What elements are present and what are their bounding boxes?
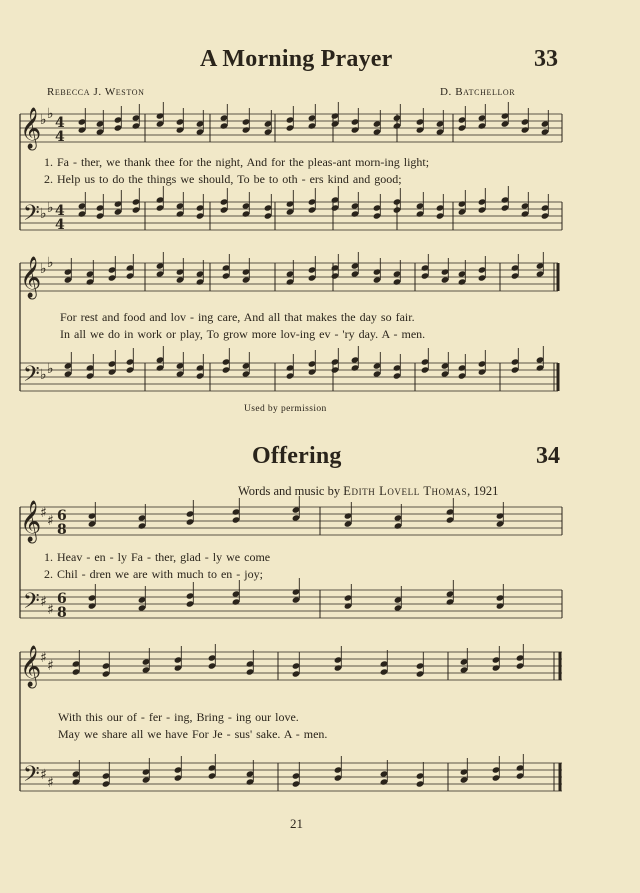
- time-signature: 8: [57, 605, 67, 621]
- time-signature: 4: [55, 203, 65, 219]
- hymn-34-verse2-line1: 2. Chil - dren we are with much to en - joy;: [44, 567, 263, 581]
- key-sharp: ♯: [40, 505, 47, 521]
- key-flat: ♭: [40, 261, 47, 277]
- hymn-33-verse1-line2: For rest and food and lov - ing care, And all that makes the day so fair.: [60, 310, 415, 324]
- key-flat: ♭: [47, 106, 54, 122]
- key-sharp: ♯: [47, 513, 54, 529]
- hymn-33-number: 33: [534, 46, 558, 72]
- hymn-33-verse2-line1: 2. Help us to do the things we should, To be to oth - ers kind and good;: [44, 172, 402, 186]
- time-signature: 8: [57, 522, 67, 538]
- hymn-34-verse1-line2: With this our of - fer - ing, Bring - ing our love.: [58, 710, 299, 724]
- time-signature: 6: [57, 591, 67, 607]
- hymn-33-verse2-line2: In all we do in work or play, To grow more lov-ing ev - 'ry day. A - men.: [60, 327, 426, 341]
- key-flat: ♭: [40, 367, 47, 383]
- bass-clef: 𝄢: [23, 762, 40, 792]
- hymn-33-title: A Morning Prayer: [200, 46, 393, 72]
- bass-clef: 𝄢: [23, 201, 40, 231]
- hymn-34-verse2-line2: May we share all we have For Je - sus' sake. A - men.: [58, 727, 328, 741]
- key-flat: ♭: [47, 200, 54, 216]
- hymn-34-credit-prefix: Words and music by: [238, 484, 341, 498]
- bass-clef: 𝄢: [23, 362, 40, 392]
- key-sharp: ♯: [40, 650, 47, 666]
- page-number: 21: [290, 816, 303, 831]
- hymn-33-author: Rebecca J. Weston: [47, 86, 145, 98]
- treble-clef: 𝄞: [20, 646, 42, 687]
- treble-clef: 𝄞: [20, 257, 42, 298]
- time-signature: 4: [55, 115, 65, 131]
- key-flat: ♭: [40, 206, 47, 222]
- key-sharp: ♯: [47, 775, 54, 791]
- key-flat: ♭: [40, 112, 47, 128]
- treble-clef: 𝄞: [20, 108, 42, 149]
- key-sharp: ♯: [40, 594, 47, 610]
- hymn-34-title: Offering: [252, 443, 342, 469]
- treble-clef: 𝄞: [20, 501, 42, 542]
- time-signature: 4: [55, 217, 65, 233]
- bass-clef: 𝄢: [23, 589, 40, 619]
- time-signature: 4: [55, 129, 65, 145]
- hymn-34-credit: Words and music by Edith Lovell Thomas, 1921: [238, 484, 499, 498]
- hymn-33-verse1-line1: 1. Fa - ther, we thank thee for the night, And for the pleas-ant morn-ing light;: [44, 155, 430, 169]
- hymn-34-number: 34: [536, 443, 560, 469]
- key-sharp: ♯: [47, 602, 54, 618]
- key-flat: ♭: [47, 255, 54, 271]
- hymn-33-composer: D. Batchellor: [440, 86, 516, 98]
- hymn-34-verse1-line1: 1. Heav - en - ly Fa - ther, glad - ly we come: [44, 550, 271, 564]
- time-signature: 6: [57, 508, 67, 524]
- key-sharp: ♯: [47, 658, 54, 674]
- permission-note: Used by permission: [244, 404, 327, 414]
- key-sharp: ♯: [40, 767, 47, 783]
- hymn-34-credit-year: 1921: [473, 484, 499, 498]
- hymn-34-credit-name: Edith Lovell Thomas: [343, 484, 468, 498]
- key-flat: ♭: [47, 361, 54, 377]
